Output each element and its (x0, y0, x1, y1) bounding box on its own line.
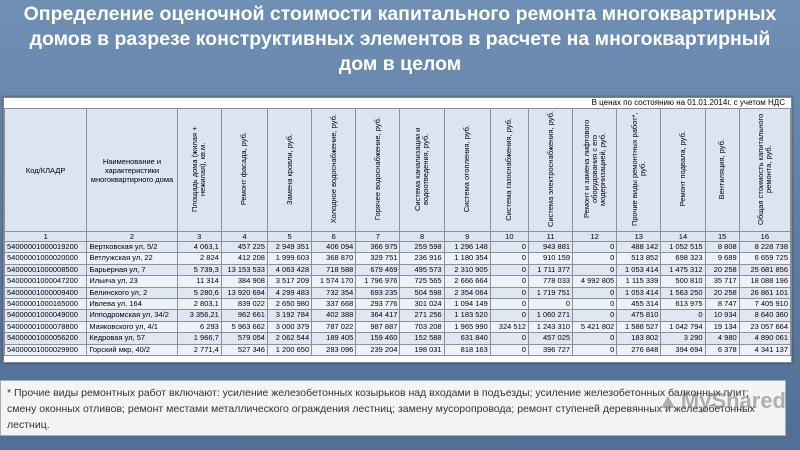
value-cell: 631 840 (444, 333, 490, 344)
value-cell: 1 042 794 (661, 321, 705, 332)
value-cell: 457 025 (528, 333, 572, 344)
column-number: 4 (221, 232, 267, 242)
value-cell: 818 163 (444, 344, 490, 355)
value-cell: 1 243 310 (528, 321, 572, 332)
value-cell: 0 (490, 276, 528, 287)
value-cell: 239 204 (356, 344, 400, 355)
value-cell: 488 142 (617, 242, 661, 253)
value-cell: 613 975 (661, 299, 705, 310)
column-header (573, 109, 617, 232)
value-cell: 23 057 664 (739, 321, 790, 332)
value-cell: 2 354 064 (444, 287, 490, 298)
kladr-code-cell: 54000001000020000 (5, 253, 87, 264)
address-cell: Ветлужская ул, 22 (87, 253, 177, 264)
address-cell: Белинского ул, 2 (87, 287, 177, 298)
value-cell: 4 341 137 (739, 344, 790, 355)
value-cell: 0 (573, 310, 617, 321)
column-header-label: Общая стоимость капитального ремонта, руб. (755, 113, 773, 225)
value-cell: 8 747 (705, 299, 739, 310)
kladr-code-cell: 54000001000008500 (5, 264, 87, 275)
column-header-label: Система электроснабжения, руб. (545, 111, 555, 227)
value-cell: 3 000 379 (267, 321, 311, 332)
value-cell: 18 088 196 (739, 276, 790, 287)
table-row (5, 287, 791, 298)
value-cell: 0 (661, 310, 705, 321)
value-cell: 1 060 271 (528, 310, 572, 321)
address-cell: Маяковского ул, 4/1 (87, 321, 177, 332)
value-cell: 4 063,1 (177, 242, 221, 253)
value-cell: 5 963 662 (221, 321, 267, 332)
table-row (5, 344, 791, 355)
value-cell: 962 661 (221, 310, 267, 321)
value-cell: 293 776 (356, 299, 400, 310)
value-cell: 152 588 (400, 333, 444, 344)
watermark (661, 388, 786, 414)
value-cell: 504 598 (400, 287, 444, 298)
value-cell: 0 (490, 242, 528, 253)
value-cell: 368 870 (312, 253, 356, 264)
value-cell: 4 980 (705, 333, 739, 344)
value-cell: 3 192 784 (267, 310, 311, 321)
value-cell: 943 881 (528, 242, 572, 253)
column-header-label: Код/КЛАДР (25, 165, 66, 175)
value-cell: 402 388 (312, 310, 356, 321)
column-number: 3 (177, 232, 221, 242)
value-cell: 725 565 (400, 276, 444, 287)
value-cell: 698 323 (661, 253, 705, 264)
value-cell: 364 417 (356, 310, 400, 321)
value-cell: 8 228 738 (739, 242, 790, 253)
slide-title: Определение оценочной стоимости капитального ремонта многоквартирных домов в разрезе конструктивных элементов в расчете на многоквартирный дом в целом (23, 3, 777, 75)
value-cell: 679 469 (356, 264, 400, 275)
value-cell: 1 588 527 (617, 321, 661, 332)
kladr-code-cell: 54000001000165000 (5, 299, 87, 310)
value-cell: 366 975 (356, 242, 400, 253)
column-header-label: Площадь дома (жилая + нежилая), кв.м. (190, 126, 208, 212)
column-header-label: Система газоснабжения, руб. (504, 117, 514, 221)
value-cell: 0 (573, 242, 617, 253)
column-header-label: Холодное водоснабжение, руб. (328, 114, 338, 224)
value-cell: 1 094 149 (444, 299, 490, 310)
value-cell: 2 062 544 (267, 333, 311, 344)
table-row (5, 321, 791, 332)
value-cell: 6 293 (177, 321, 221, 332)
value-cell: 1 200 650 (267, 344, 311, 355)
value-cell: 457 225 (221, 242, 267, 253)
value-cell: 0 (573, 253, 617, 264)
column-number: 16 (739, 232, 790, 242)
value-cell: 13 920 694 (221, 287, 267, 298)
kladr-code-cell: 54000001000009400 (5, 287, 87, 298)
value-cell: 1 711 377 (528, 264, 572, 275)
column-header (221, 109, 267, 232)
value-cell: 2 310 905 (444, 264, 490, 275)
column-header-label: Вентиляция, руб. (717, 138, 727, 200)
column-number: 8 (400, 232, 444, 242)
table-row (5, 333, 791, 344)
address-cell: Вертковская ул, 5/2 (87, 242, 177, 253)
column-header (739, 109, 790, 232)
column-header-label: Прочие виды ремонтных работ*, руб. (629, 112, 647, 226)
kladr-code-cell: 54000001000047200 (5, 276, 87, 287)
value-cell: 283 096 (312, 344, 356, 355)
value-cell: 495 573 (400, 264, 444, 275)
value-cell: 475 810 (617, 310, 661, 321)
column-header (400, 109, 444, 232)
kladr-code-cell: 54000001000049000 (5, 310, 87, 321)
watermark-logo-icon (661, 396, 675, 408)
value-cell: 0 (490, 344, 528, 355)
value-cell: 11 314 (177, 276, 221, 287)
value-cell: 8 640 360 (739, 310, 790, 321)
value-cell: 987 887 (356, 321, 400, 332)
value-cell: 6 378 (705, 344, 739, 355)
value-cell: 2 771,4 (177, 344, 221, 355)
value-cell: 0 (490, 287, 528, 298)
column-number: 15 (705, 232, 739, 242)
value-cell: 1 796 976 (356, 276, 400, 287)
address-cell: Ильича ул, 23 (87, 276, 177, 287)
value-cell: 189 405 (312, 333, 356, 344)
column-header (490, 109, 528, 232)
value-cell: 0 (573, 287, 617, 298)
value-cell: 1 053 414 (617, 264, 661, 275)
value-cell: 1 475 312 (661, 264, 705, 275)
value-cell: 4 299 483 (267, 287, 311, 298)
value-cell: 35 717 (705, 276, 739, 287)
value-cell: 500 810 (661, 276, 705, 287)
kladr-code-cell: 54000001000056200 (5, 333, 87, 344)
value-cell: 579 054 (221, 333, 267, 344)
value-cell: 4 063 428 (267, 264, 311, 275)
value-cell: 1 115 339 (617, 276, 661, 287)
table-row (5, 299, 791, 310)
value-cell: 0 (573, 344, 617, 355)
value-cell: 1 965 990 (444, 321, 490, 332)
column-header (177, 109, 221, 232)
value-cell: 5 421 802 (573, 321, 617, 332)
value-cell: 394 694 (661, 344, 705, 355)
value-cell: 1 999 603 (267, 253, 311, 264)
price-caption: В ценах по состоянию на 01.01.2014г. с учетом НДС (4, 98, 791, 108)
table-row (5, 264, 791, 275)
value-cell: 778 033 (528, 276, 572, 287)
column-header (356, 109, 400, 232)
address-cell: Ивлева ул, 164 (87, 299, 177, 310)
value-cell: 2 650 980 (267, 299, 311, 310)
value-cell: 1 296 148 (444, 242, 490, 253)
value-cell: 20 258 (705, 264, 739, 275)
watermark-text: MyShared (680, 388, 786, 413)
value-cell: 7 405 910 (739, 299, 790, 310)
value-cell: 1 719 751 (528, 287, 572, 298)
column-number: 7 (356, 232, 400, 242)
value-cell: 324 512 (490, 321, 528, 332)
value-cell: 9 689 (705, 253, 739, 264)
value-cell: 159 460 (356, 333, 400, 344)
value-cell: 1 966,7 (177, 333, 221, 344)
value-cell: 2 803,1 (177, 299, 221, 310)
value-cell: 1 183 520 (444, 310, 490, 321)
column-number: 13 (617, 232, 661, 242)
address-cell: Горский мкр, 40/2 (87, 344, 177, 355)
kladr-code-cell: 54000001000019200 (5, 242, 87, 253)
table-row (5, 310, 791, 321)
value-cell: 703 208 (400, 321, 444, 332)
value-cell: 20 258 (705, 287, 739, 298)
value-cell: 839 022 (221, 299, 267, 310)
value-cell: 0 (490, 264, 528, 275)
column-header-label: Ремонт и замена лифтового оборудования с его модернизацией, руб. (581, 119, 607, 219)
value-cell: 3 517 209 (267, 276, 311, 287)
column-header (661, 109, 705, 232)
address-cell: Кедровая ул, 57 (87, 333, 177, 344)
value-cell: 732 354 (312, 287, 356, 298)
column-number: 12 (573, 232, 617, 242)
value-cell: 1 052 515 (661, 242, 705, 253)
value-cell: 0 (573, 299, 617, 310)
value-cell: 1 563 250 (661, 287, 705, 298)
value-cell: 337 668 (312, 299, 356, 310)
value-cell: 2 824 (177, 253, 221, 264)
value-cell: 3 290 (661, 333, 705, 344)
value-cell: 2 949 351 (267, 242, 311, 253)
column-header (5, 109, 87, 232)
column-header (444, 109, 490, 232)
value-cell: 10 934 (705, 310, 739, 321)
kladr-code-cell: 54000001000029900 (5, 344, 87, 355)
column-number: 11 (528, 232, 572, 242)
column-number: 14 (661, 232, 705, 242)
value-cell: 276 848 (617, 344, 661, 355)
value-cell: 26 861 101 (739, 287, 790, 298)
value-cell: 13 153 533 (221, 264, 267, 275)
column-number-row (5, 232, 791, 242)
value-cell: 5 739,3 (177, 264, 221, 275)
value-cell: 1 574 170 (312, 276, 356, 287)
column-number: 2 (87, 232, 177, 242)
value-cell: 0 (490, 333, 528, 344)
value-cell: 19 134 (705, 321, 739, 332)
column-header (528, 109, 572, 232)
value-cell: 0 (490, 310, 528, 321)
value-cell: 0 (490, 299, 528, 310)
value-cell: 329 751 (356, 253, 400, 264)
kladr-code-cell: 54000001000078800 (5, 321, 87, 332)
value-cell: 910 159 (528, 253, 572, 264)
value-cell: 236 916 (400, 253, 444, 264)
column-header-label: Замена кровли, руб. (284, 133, 294, 205)
column-number: 6 (312, 232, 356, 242)
column-header-label: Система канализации и водоотведения, руб. (413, 127, 431, 211)
column-header-label: Наименование и характеристики многоквартирного дома (90, 156, 174, 184)
table-body (5, 232, 791, 356)
column-number: 10 (490, 232, 528, 242)
value-cell: 527 346 (221, 344, 267, 355)
table-row (5, 253, 791, 264)
value-cell: 4 890 061 (739, 333, 790, 344)
address-cell: Барьерная ул, 7 (87, 264, 177, 275)
value-cell: 384 908 (221, 276, 267, 287)
value-cell: 455 314 (617, 299, 661, 310)
column-header (617, 109, 661, 232)
value-cell: 198 031 (400, 344, 444, 355)
column-header (87, 109, 177, 232)
column-header (312, 109, 356, 232)
column-header-label: Ремонт подвала, руб. (677, 131, 687, 207)
address-cell: Ипподромская ул, 34/2 (87, 310, 177, 321)
value-cell: 183 802 (617, 333, 661, 344)
cost-table (4, 108, 791, 356)
column-number: 5 (267, 232, 311, 242)
value-cell: 406 094 (312, 242, 356, 253)
value-cell: 3 356,21 (177, 310, 221, 321)
value-cell: 0 (573, 333, 617, 344)
value-cell: 1 053 414 (617, 287, 661, 298)
value-cell: 6 659 725 (739, 253, 790, 264)
value-cell: 1 180 354 (444, 253, 490, 264)
value-cell: 396 727 (528, 344, 572, 355)
value-cell: 259 598 (400, 242, 444, 253)
column-header-label: Ремонт фасада, руб. (239, 132, 249, 206)
cost-table-container (3, 97, 792, 363)
value-cell: 693 235 (356, 287, 400, 298)
value-cell: 2 666 664 (444, 276, 490, 287)
column-header (267, 109, 311, 232)
value-cell: 0 (528, 299, 572, 310)
value-cell: 271 256 (400, 310, 444, 321)
value-cell: 25 681 856 (739, 264, 790, 275)
value-cell: 787 022 (312, 321, 356, 332)
column-header (705, 109, 739, 232)
value-cell: 8 808 (705, 242, 739, 253)
table-row (5, 276, 791, 287)
value-cell: 4 992 805 (573, 276, 617, 287)
header-row (5, 109, 791, 232)
value-cell: 0 (573, 264, 617, 275)
table-row (5, 242, 791, 253)
column-header-label: Горячее водоснабжение, руб. (372, 117, 382, 221)
column-number: 9 (444, 232, 490, 242)
value-cell: 0 (490, 253, 528, 264)
column-number: 1 (5, 232, 87, 242)
footnote: * Прочие виды ремонтных работ включают: усиление железобетонных козырьков над входами в подъезды; усиление железобетонных балконных плит; смену оконных отливов; ремонт местами металлического ограждения лестниц; замену мусоропровода; ремонт ступеней деревянных и железобетонных лестниц. (0, 380, 786, 436)
value-cell: 412 208 (221, 253, 267, 264)
value-cell: 301 024 (400, 299, 444, 310)
value-cell: 5 280,6 (177, 287, 221, 298)
column-header-label: Система отопления, руб. (462, 125, 472, 213)
value-cell: 513 852 (617, 253, 661, 264)
value-cell: 718 588 (312, 264, 356, 275)
